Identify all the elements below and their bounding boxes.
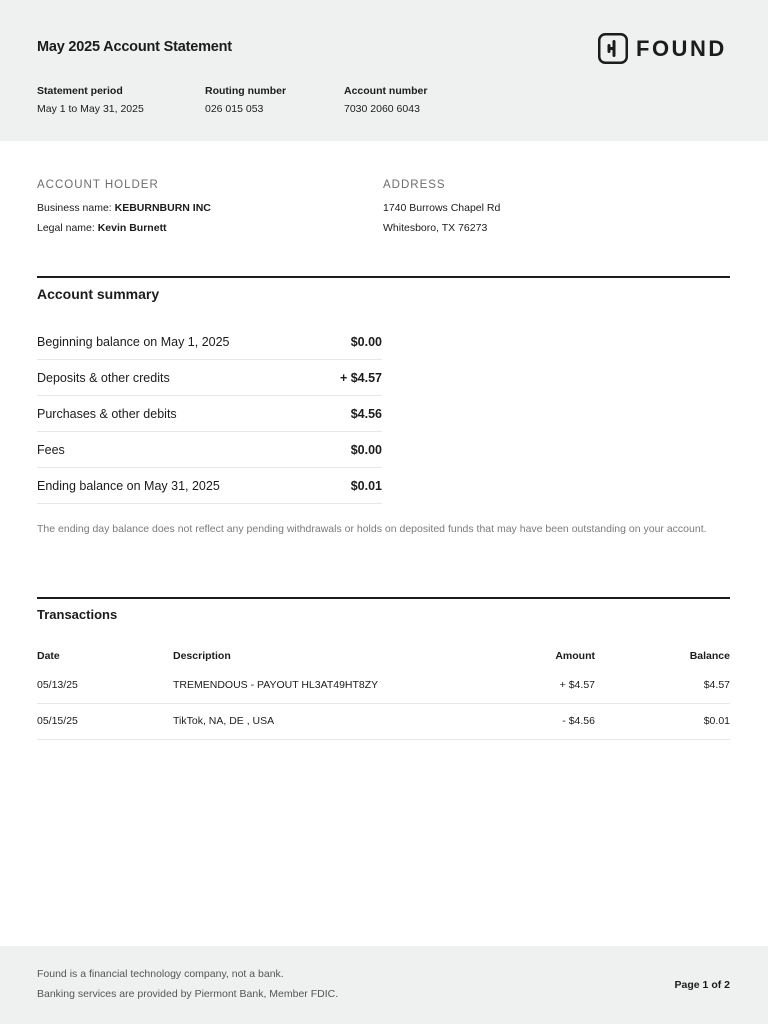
statement-header (0, 0, 768, 141)
summary-row-deposits (37, 360, 382, 396)
column-header-description: Description (173, 650, 231, 662)
routing-number-label: Routing number (205, 85, 287, 97)
summary-label: Purchases & other debits (37, 406, 177, 421)
found-logo-icon (598, 33, 628, 64)
transactions-table (37, 668, 730, 740)
summary-label: Ending balance on May 31, 2025 (37, 478, 220, 493)
summary-row-purchases (37, 396, 382, 432)
account-number (344, 85, 427, 115)
page-number: Page 1 of 2 (674, 979, 730, 991)
transaction-description: TREMENDOUS - PAYOUT HL3AT49HT8ZY (173, 679, 379, 691)
summary-amount: $0.00 (350, 442, 382, 457)
summary-amount: $4.56 (350, 406, 382, 421)
summary-row-beginning-balance (37, 324, 382, 360)
summary-amount: $0.01 (350, 478, 382, 493)
transaction-date: 05/15/25 (37, 715, 78, 727)
address-line-2: Whitesboro, TX 76273 (383, 222, 488, 234)
summary-divider (37, 276, 730, 278)
account-number-label: Account number (344, 85, 428, 97)
summary-label: Beginning balance on May 1, 2025 (37, 334, 230, 349)
transaction-balance: $4.57 (703, 679, 730, 691)
account-number-value: 7030 2060 6043 (344, 103, 420, 115)
statement-period-value: May 1 to May 31, 2025 (37, 103, 144, 115)
column-header-date: Date (37, 650, 60, 662)
footer-disclosure-2: Banking services are provided by Piermont Bank, Member FDIC. (37, 988, 339, 1000)
transactions-header-row (37, 647, 730, 665)
account-summary-table (37, 324, 382, 504)
routing-number-value: 026 015 053 (205, 103, 264, 115)
address-line-1: 1740 Burrows Chapel Rd (383, 202, 501, 214)
summary-amount: $0.00 (350, 334, 382, 349)
transaction-amount: - $4.56 (562, 715, 595, 727)
balance-disclaimer: The ending day balance does not reflect any pending withdrawals or holds on deposited funds that may have been outstanding on your account. (37, 523, 707, 535)
business-name: KEBURNBURN INC (114, 202, 211, 214)
transaction-amount: + $4.57 (559, 679, 595, 691)
table-row (37, 704, 730, 740)
statement-footer (0, 946, 768, 1024)
column-header-balance: Balance (689, 650, 730, 662)
table-row (37, 668, 730, 704)
summary-row-ending-balance (37, 468, 382, 504)
business-name-prefix: Business name: (37, 202, 112, 214)
transaction-date: 05/13/25 (37, 679, 78, 691)
summary-label: Fees (37, 442, 65, 457)
transaction-balance: $0.01 (703, 715, 730, 727)
legal-name-prefix: Legal name: (37, 222, 95, 234)
account-summary-title: Account summary (37, 286, 160, 302)
summary-label: Deposits & other credits (37, 370, 170, 385)
business-name-line (37, 202, 211, 214)
footer-disclosure-1: Found is a financial technology company, not a bank. (37, 968, 284, 980)
account-holder-label: ACCOUNT HOLDER (37, 179, 159, 191)
address-label: ADDRESS (383, 179, 446, 191)
legal-name-line (37, 222, 167, 234)
statement-period (37, 85, 144, 115)
found-logo (598, 33, 727, 64)
transactions-title: Transactions (37, 607, 118, 622)
statement-title: May 2025 Account Statement (37, 39, 232, 55)
transactions-divider (37, 597, 730, 599)
summary-amount: + $4.57 (339, 370, 382, 385)
summary-row-fees (37, 432, 382, 468)
statement-period-label: Statement period (37, 85, 123, 97)
legal-name: Kevin Burnett (97, 222, 167, 234)
column-header-amount: Amount (555, 650, 595, 662)
transaction-description: TikTok, NA, DE , USA (173, 715, 275, 727)
routing-number (205, 85, 286, 115)
found-logo-text: FOUND (636, 35, 727, 61)
